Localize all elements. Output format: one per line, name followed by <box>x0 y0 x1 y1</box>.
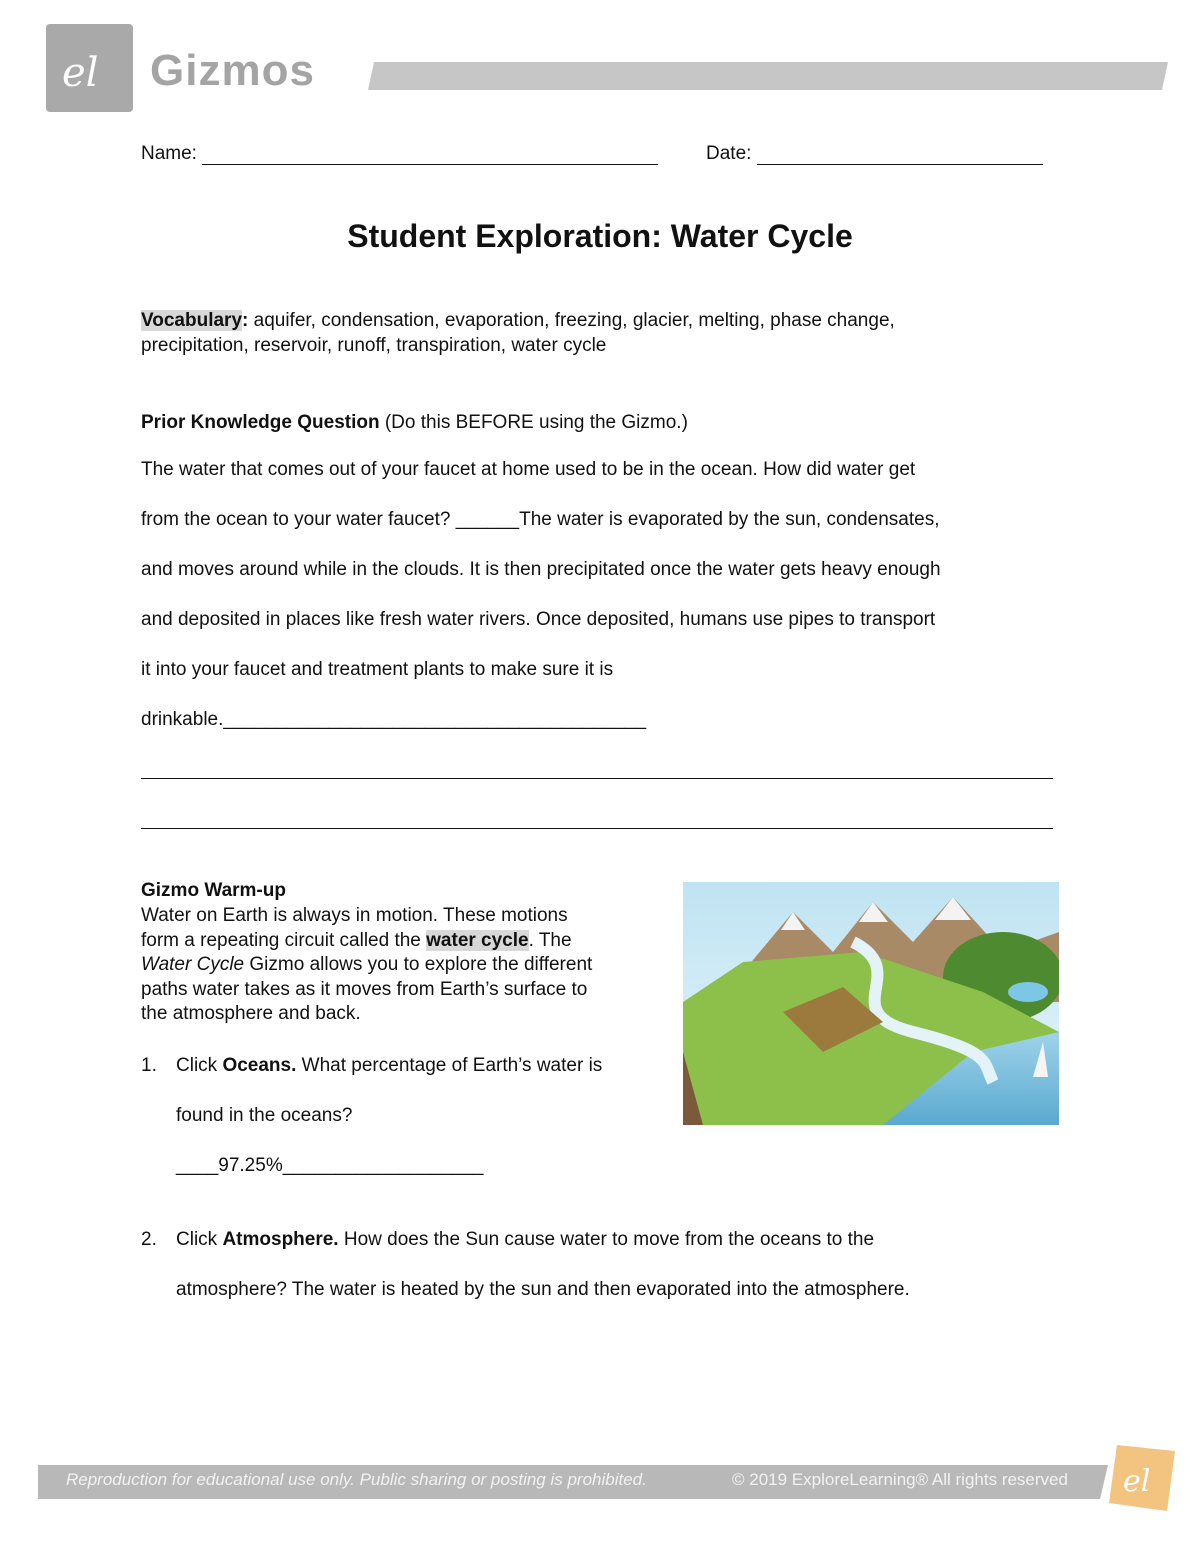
question-1-number: 1. <box>141 1055 157 1076</box>
warmup-text <box>141 904 671 1027</box>
question-1-answer: ____97.25%___________________ <box>176 1155 484 1176</box>
gizmos-logo <box>46 24 133 112</box>
prior-note: (Do this BEFORE using the Gizmo.) <box>379 412 688 433</box>
prior-line-5: it into your faucet and treatment plants to make sure it is <box>141 659 614 680</box>
question-1-cont: found in the oceans? <box>176 1105 353 1126</box>
footer-notice: Reproduction for educational use only. Public sharing or posting is prohibited. <box>66 1470 647 1489</box>
page-title: Student Exploration: Water Cycle <box>347 218 853 254</box>
prior-line-1: The water that comes out of your faucet at home used to be in the ocean. How did water get <box>141 459 916 480</box>
vocabulary-colon: : <box>242 310 249 331</box>
question-2-pre: Click <box>176 1229 223 1250</box>
answer-rule-1 <box>141 778 1053 779</box>
el-logo-icon <box>46 24 133 112</box>
warmup-line-4: paths water takes as it moves from Earth’s surface to <box>141 978 588 1000</box>
warmup-line-3b: Gizmo allows you to explore the different <box>244 954 593 976</box>
gizmo-name: Water Cycle <box>141 954 245 976</box>
footer-copyright: © 2019 ExploreLearning® All rights reserved <box>732 1470 1068 1489</box>
question-1-rest: What percentage of Earth’s water is <box>296 1055 603 1076</box>
prior-heading: Prior Knowledge Question <box>141 412 380 433</box>
question-2-cont: atmosphere? The water is heated by the sun and then evaporated into the atmosphere. <box>176 1279 910 1300</box>
question-2-bold: Atmosphere. <box>222 1229 339 1250</box>
warmup-line-3 <box>141 953 671 978</box>
warmup-line-5: the atmosphere and back. <box>141 1003 361 1025</box>
water-cycle-term: water cycle <box>426 929 529 951</box>
question-1-pre: Click <box>176 1055 223 1076</box>
date-field <box>706 143 1043 165</box>
date-line <box>757 164 1043 165</box>
question-2-number: 2. <box>141 1229 157 1250</box>
question-2-rest: How does the Sun cause water to move from the oceans to the <box>338 1229 875 1250</box>
name-line <box>202 164 658 165</box>
vocabulary-label: Vocabulary <box>141 310 243 331</box>
name-field <box>141 143 658 165</box>
prior-line-4: and deposited in places like fresh water rivers. Once deposited, humans use pipes to transport <box>141 609 936 630</box>
logo-mark-text: el <box>62 50 99 96</box>
prior-heading-row <box>141 410 688 435</box>
brand-name: Gizmos <box>150 46 315 95</box>
warmup-line-2 <box>141 929 671 954</box>
prior-line-3: and moves around while in the clouds. It is then precipitated once the water gets heavy enough <box>141 559 941 580</box>
water-cycle-illustration <box>683 882 1059 1125</box>
name-label: Name: <box>141 143 197 164</box>
vocabulary-line-2: precipitation, reservoir, runoff, transpiration, water cycle <box>141 335 607 356</box>
date-label: Date: <box>706 143 752 164</box>
prior-line-2: from the ocean to your water faucet? ______The water is evaporated by the sun, condensates, <box>141 509 940 530</box>
vocabulary-block <box>141 308 895 358</box>
warmup-heading: Gizmo Warm-up <box>141 880 286 901</box>
question-1-text <box>176 1055 602 1077</box>
question-1-bold: Oceans. <box>222 1055 297 1076</box>
warmup-line-1: Water on Earth is always in motion. These motions <box>141 905 568 926</box>
warmup-line-2a: form a repeating circuit called the <box>141 929 427 951</box>
prior-line-6: drinkable.________________________________________ <box>141 709 647 730</box>
vocabulary-line-1: aquifer, condensation, evaporation, freezing, glacier, melting, phase change, <box>248 310 895 331</box>
warmup-line-2c: . The <box>528 929 572 951</box>
answer-rule-2 <box>141 828 1053 829</box>
footer-logo-mark: el <box>1123 1464 1151 1499</box>
question-2-text <box>176 1229 874 1251</box>
explorelearning-logo-icon <box>1105 1441 1177 1513</box>
header-bar <box>368 62 1168 90</box>
